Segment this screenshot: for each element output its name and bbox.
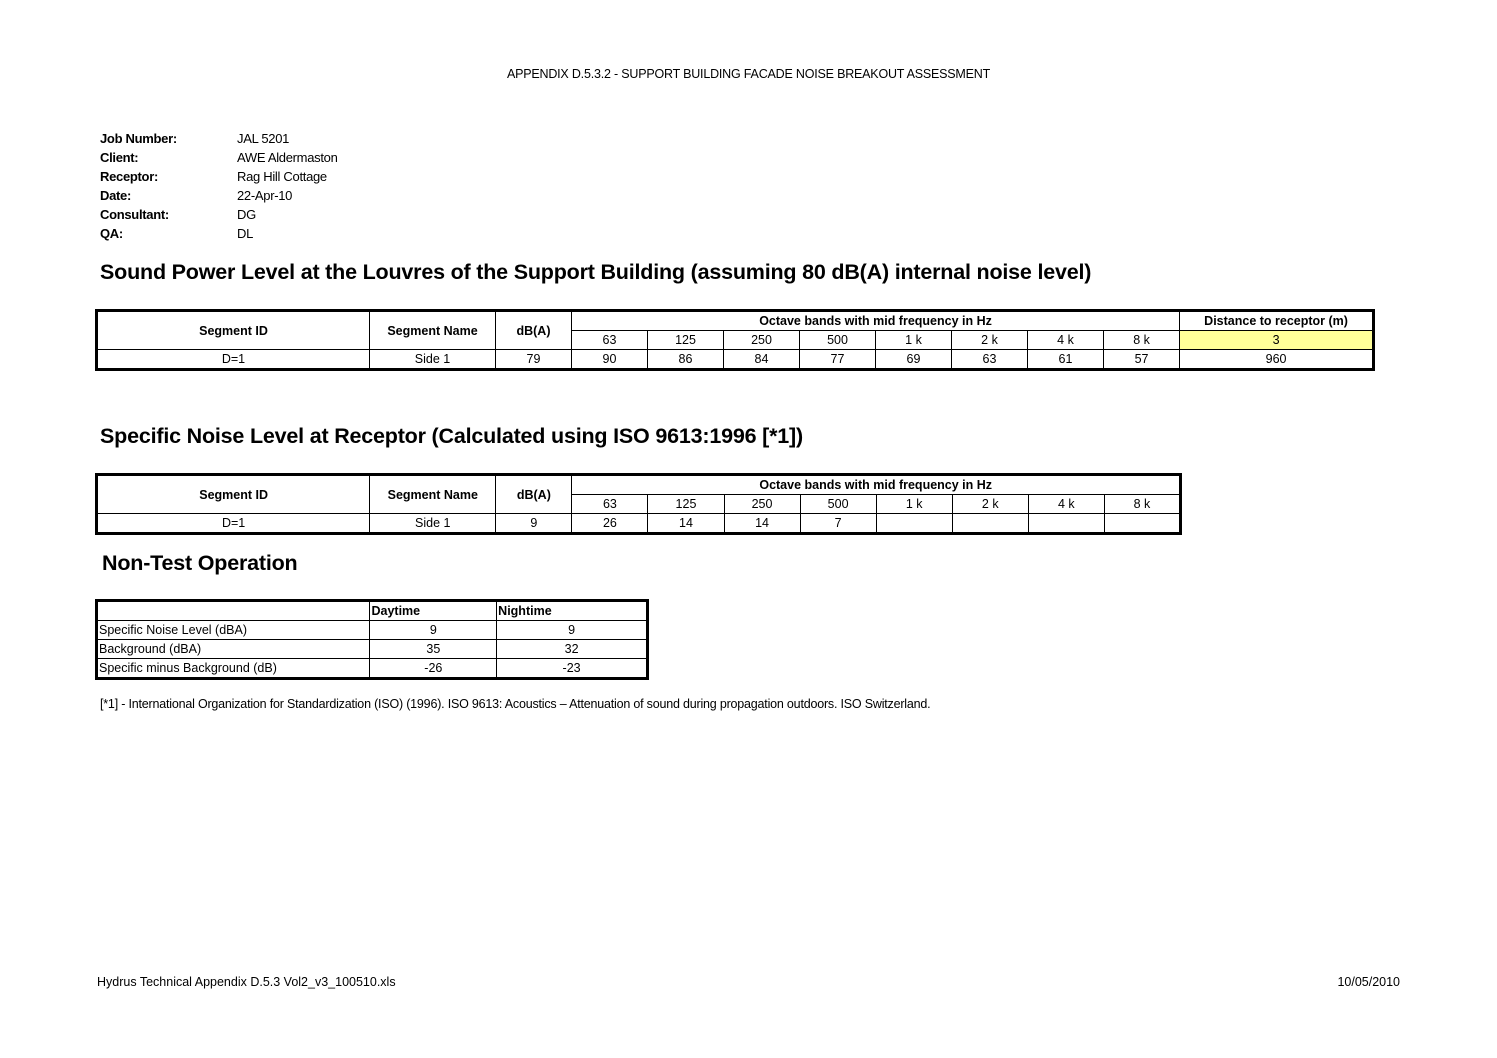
job-number-row: [100, 129, 338, 148]
header-segment-name: Segment Name: [370, 311, 496, 350]
band-label: 125: [648, 331, 724, 350]
band-value-cell: 69: [876, 350, 952, 370]
band-value-cell: [952, 514, 1028, 534]
dba-cell: 9: [496, 514, 572, 534]
client-row: [100, 148, 338, 167]
band-label: 8 k: [1104, 495, 1180, 514]
distance-cell: 960: [1180, 350, 1374, 370]
section3-heading: Non-Test Operation: [102, 551, 298, 575]
band-label: 250: [724, 331, 800, 350]
band-label: 4 k: [1028, 495, 1104, 514]
daytime-value: -26: [370, 659, 497, 679]
meta-key: Receptor:: [100, 169, 158, 184]
header-segment-id: Segment ID: [97, 311, 370, 350]
meta-key: Job Number:: [100, 131, 177, 146]
nighttime-value: 9: [497, 621, 648, 640]
band-value-cell: [1104, 514, 1180, 534]
band-value-cell: 57: [1104, 350, 1180, 370]
distance-highlight-cell: 3: [1180, 331, 1374, 350]
consultant-row: [100, 205, 338, 224]
table-row: [97, 659, 648, 679]
band-value-cell: [1028, 514, 1104, 534]
band-value-cell: 14: [724, 514, 800, 534]
footer-date: 10/05/2010: [1337, 975, 1400, 989]
daytime-value: 9: [370, 621, 497, 640]
segment-name-cell: Side 1: [370, 350, 496, 370]
segment-name-cell: Side 1: [370, 514, 496, 534]
row-label: Specific Noise Level (dBA): [97, 621, 370, 640]
meta-key: Consultant:: [100, 207, 169, 222]
header-dba: dB(A): [496, 475, 572, 514]
section1-heading: Sound Power Level at the Louvres of the Support Building (assuming 80 dB(A) internal noise level): [100, 260, 1092, 284]
header-dba: dB(A): [496, 311, 572, 350]
footnote: [*1] - International Organization for Standardization (ISO) (1996). ISO 9613: Acoustics – Attenuation of sound during propagation outdoors. ISO Switzerland.: [100, 697, 931, 711]
meta-key: Date:: [100, 188, 132, 203]
daytime-value: 35: [370, 640, 497, 659]
date-row: [100, 186, 338, 205]
meta-key: QA:: [100, 226, 123, 241]
band-value-cell: 14: [648, 514, 724, 534]
band-label: 63: [572, 331, 648, 350]
segment-id-cell: D=1: [97, 514, 370, 534]
document-title: APPENDIX D.5.3.2 - SUPPORT BUILDING FACADE NOISE BREAKOUT ASSESSMENT: [506, 67, 991, 81]
meta-value: JAL 5201: [237, 131, 290, 146]
receptor-row: [100, 167, 338, 186]
section2-heading: Specific Noise Level at Receptor (Calculated using ISO 9613:1996 [*1]): [100, 424, 803, 448]
header-segment-id: Segment ID: [97, 475, 370, 514]
empty-header-cell: [97, 601, 370, 621]
table-row: [97, 514, 1181, 534]
band-label: 125: [648, 495, 724, 514]
meta-value: Rag Hill Cottage: [237, 169, 327, 184]
table-row: [97, 621, 648, 640]
band-label: 1 k: [876, 495, 952, 514]
header-octave-bands: Octave bands with mid frequency in Hz: [572, 475, 1181, 495]
table-row: [97, 350, 1374, 370]
band-value-cell: 90: [572, 350, 648, 370]
sound-power-table: [95, 309, 1375, 371]
job-info: [100, 129, 338, 243]
band-label: 4 k: [1028, 331, 1104, 350]
band-label: 250: [724, 495, 800, 514]
nighttime-value: -23: [497, 659, 648, 679]
meta-value: DL: [237, 226, 254, 241]
band-value-cell: 61: [1028, 350, 1104, 370]
header-octave-bands: Octave bands with mid frequency in Hz: [572, 311, 1180, 331]
band-label: 1 k: [876, 331, 952, 350]
band-label: 500: [800, 331, 876, 350]
header-daytime: Daytime: [370, 601, 497, 621]
specific-noise-table: [95, 473, 1182, 535]
band-label: 8 k: [1104, 331, 1180, 350]
qa-row: [100, 224, 338, 243]
band-value-cell: 86: [648, 350, 724, 370]
meta-value: DG: [237, 207, 256, 222]
band-value-cell: 63: [952, 350, 1028, 370]
band-label: 2 k: [952, 495, 1028, 514]
band-label: 500: [800, 495, 876, 514]
band-value-cell: 7: [800, 514, 876, 534]
band-label: 2 k: [952, 331, 1028, 350]
dba-cell: 79: [496, 350, 572, 370]
table-row: [97, 640, 648, 659]
band-value-cell: 26: [572, 514, 648, 534]
header-distance: Distance to receptor (m): [1180, 311, 1374, 331]
band-value-cell: 84: [724, 350, 800, 370]
row-label: Background (dBA): [97, 640, 370, 659]
band-label: 63: [572, 495, 648, 514]
row-label: Specific minus Background (dB): [97, 659, 370, 679]
meta-value: 22-Apr-10: [237, 188, 293, 203]
footer-filename: Hydrus Technical Appendix D.5.3 Vol2_v3_100510.xls: [97, 975, 396, 989]
band-value-cell: 77: [800, 350, 876, 370]
nighttime-value: 32: [497, 640, 648, 659]
header-segment-name: Segment Name: [370, 475, 496, 514]
band-value-cell: [876, 514, 952, 534]
segment-id-cell: D=1: [97, 350, 370, 370]
non-test-table: [95, 599, 649, 680]
meta-key: Client:: [100, 150, 139, 165]
meta-value: AWE Aldermaston: [237, 150, 338, 165]
header-nighttime: Nightime: [497, 601, 648, 621]
